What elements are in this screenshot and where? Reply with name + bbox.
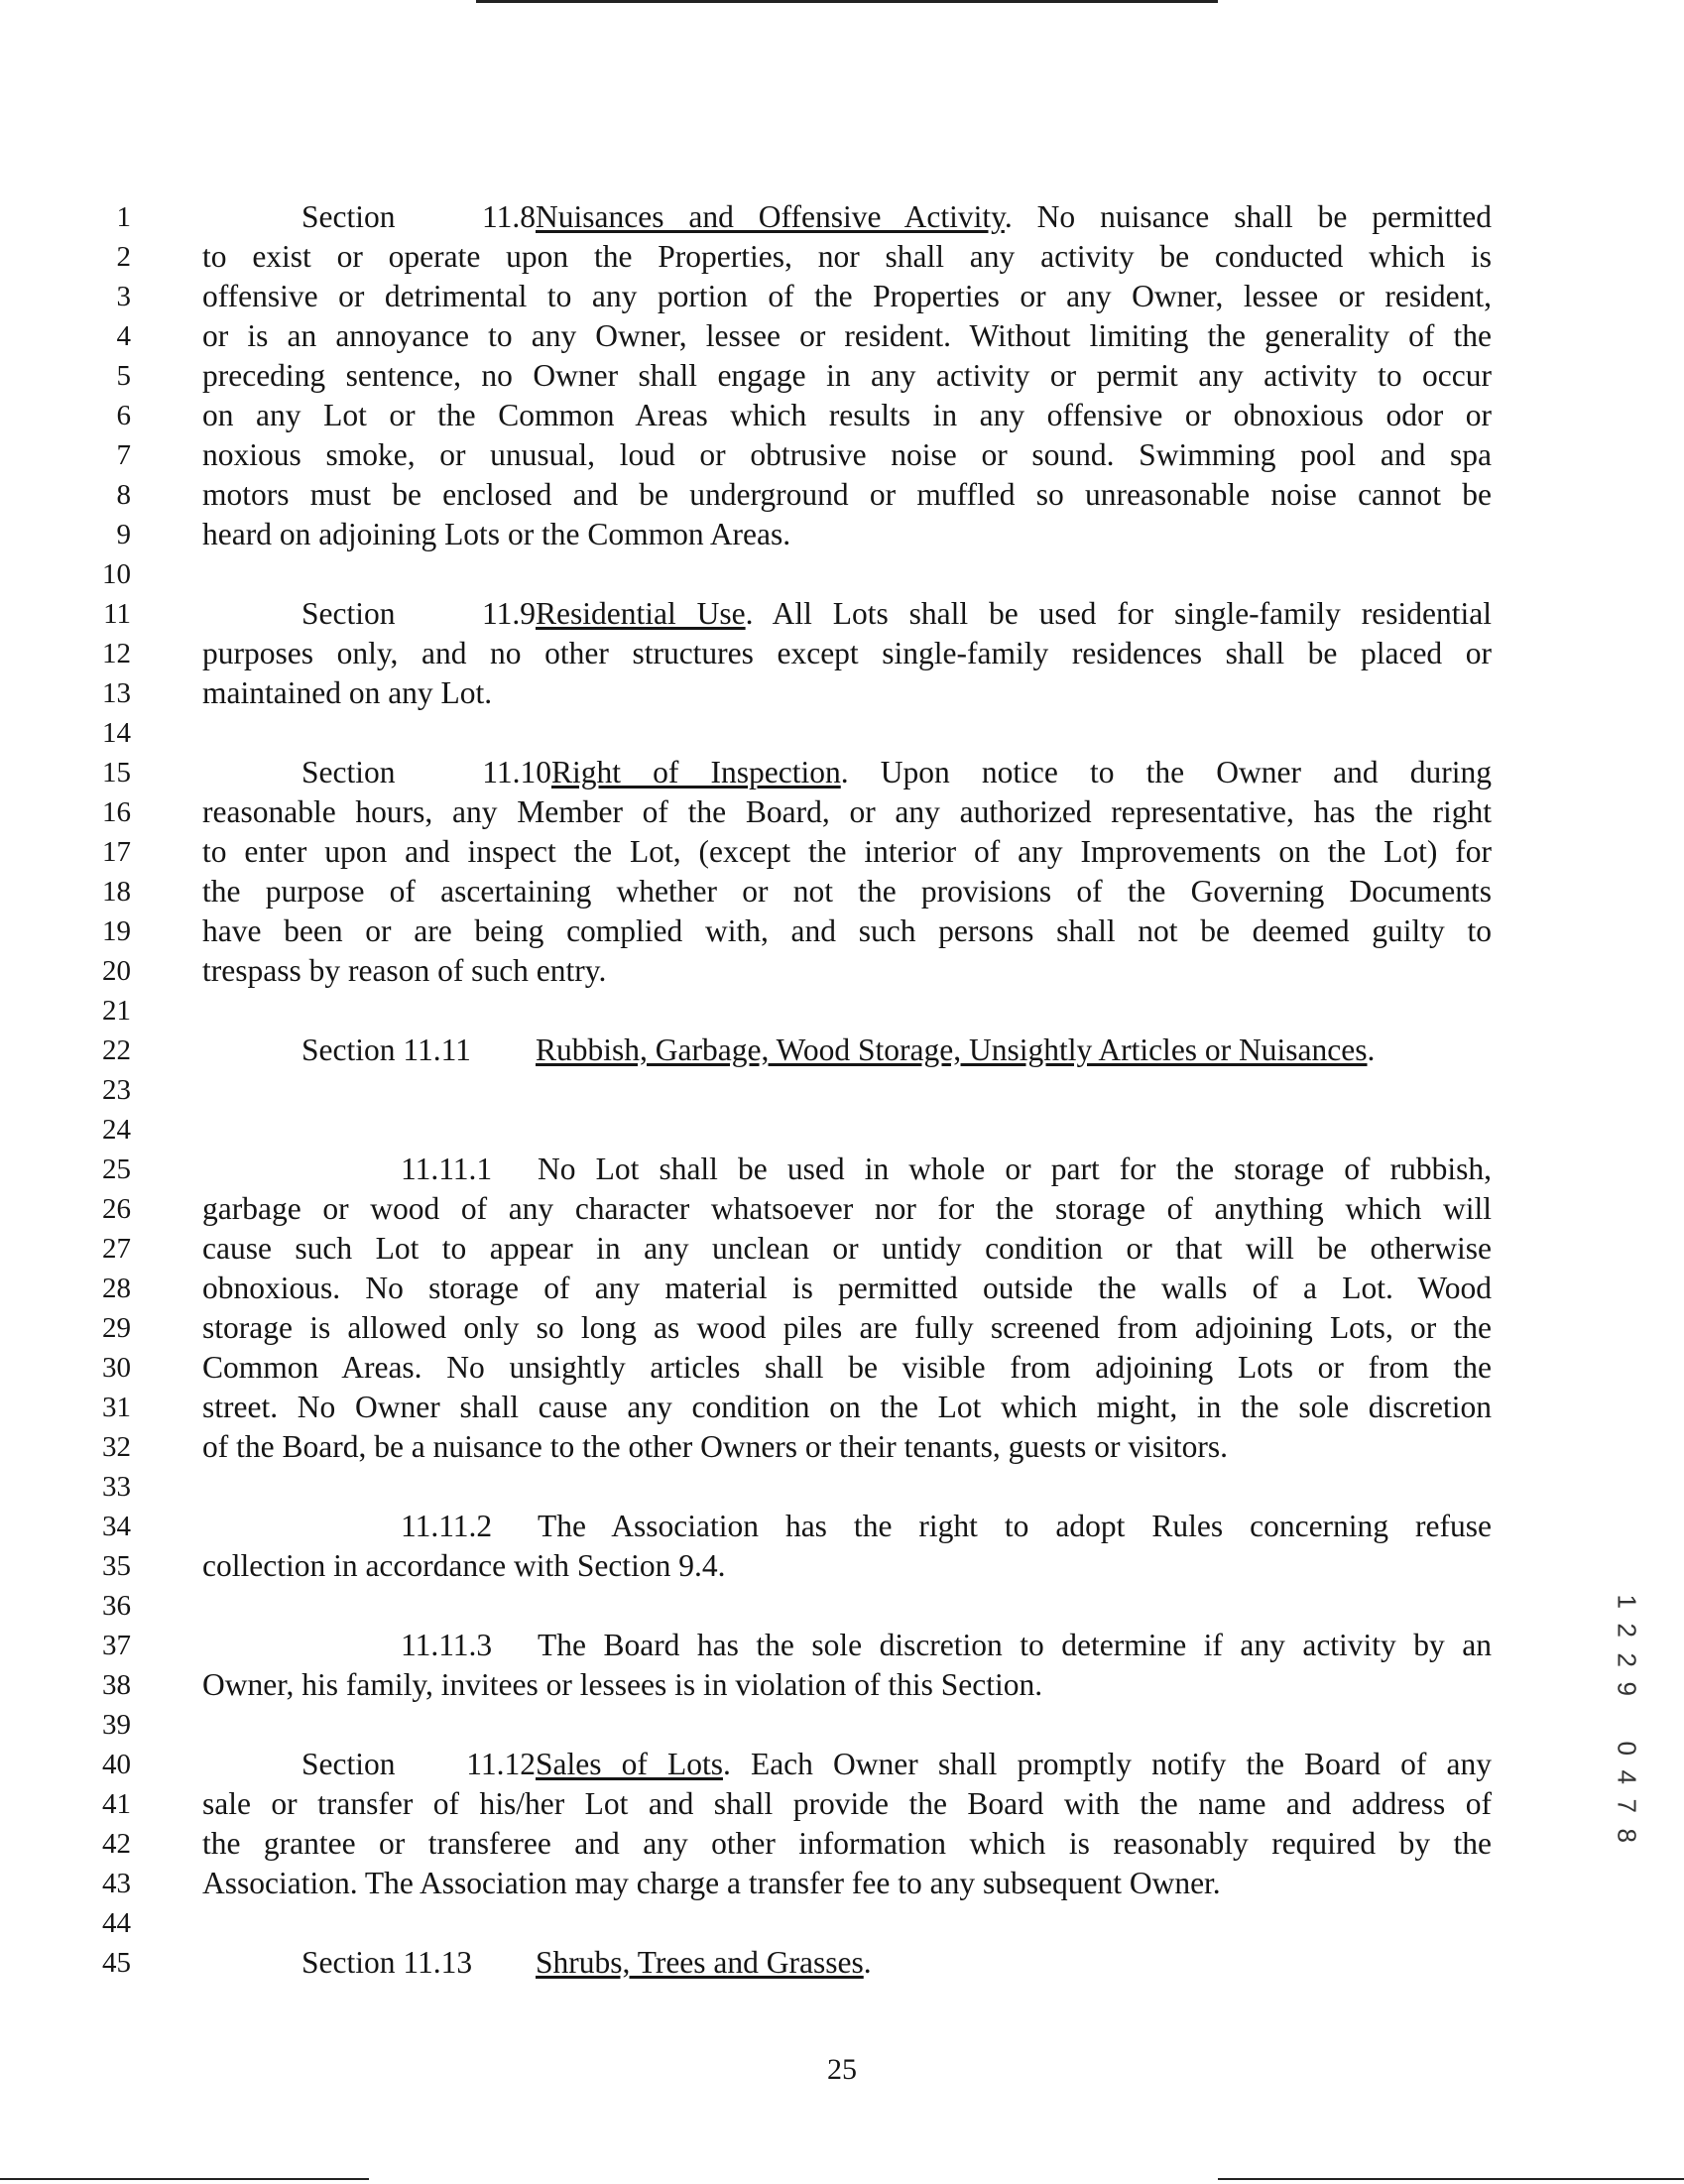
line-number: 7 [116, 439, 131, 471]
margin-recording-stamp [1609, 1587, 1644, 1850]
line-number: 41 [102, 1788, 131, 1820]
line-number: 19 [102, 915, 131, 947]
section-text: have been or are being complied with, and such persons shall not be deemed guilty to [202, 913, 1492, 948]
section-text: Owner, his family, invitees or lessees is in violation of this Section. [202, 1667, 1043, 1702]
section-text: cause such Lot to appear in any unclean or untidy condition or that will be otherwise [202, 1231, 1492, 1266]
subsection-number: 11.11.2 [401, 1509, 493, 1543]
section-title-end: . [863, 1945, 872, 1980]
section-text: . No nuisance shall be permitted [1004, 199, 1492, 234]
line-number: 12 [102, 638, 131, 669]
line-number: 44 [102, 1907, 131, 1939]
section-text: to exist or operate upon the Properties, nor shall any activity be conducted which is [202, 239, 1492, 274]
line-number: 39 [102, 1709, 131, 1741]
bottom-rule-left [0, 2178, 369, 2180]
section-heading-line [301, 1947, 1492, 1979]
line-number: 22 [102, 1034, 131, 1066]
section-text: heard on adjoining Lots or the Common Areas. [202, 517, 791, 551]
line-number: 17 [102, 836, 131, 868]
section-text: . All Lots shall be used for single-family residential [745, 596, 1492, 631]
stamp-digit: 1 [1612, 1594, 1642, 1609]
line-number: 36 [102, 1590, 131, 1622]
section-number: Section 11.11 [301, 1032, 471, 1067]
section-text: . Upon notice to the Owner and during [840, 755, 1492, 789]
line-number: 5 [116, 360, 131, 392]
section-title: Right of Inspection [551, 755, 841, 789]
section-text: maintained on any Lot. [202, 675, 493, 710]
stamp-digit: 2 [1612, 1652, 1642, 1667]
section-title: Sales of Lots [536, 1747, 723, 1781]
section-text: collection in accordance with Section 9.4. [202, 1548, 726, 1583]
stamp-digit: 0 [1612, 1740, 1642, 1756]
subsection-heading-line [401, 1153, 1492, 1185]
subsection-heading-line [401, 1630, 1492, 1661]
line-number: 2 [116, 241, 131, 273]
section-text: . Each Owner shall promptly notify the Board of any [722, 1747, 1492, 1781]
section-text: the purpose of ascertaining whether or not the provisions of the Governing Documents [202, 874, 1492, 909]
line-number: 26 [102, 1193, 131, 1225]
stamp-digit: 8 [1612, 1828, 1642, 1843]
section-text: Association. The Association may charge a transfer fee to any subsequent Owner. [202, 1866, 1221, 1900]
stamp-digit: 4 [1612, 1769, 1642, 1784]
section-text: of the Board, be a nuisance to the other Owners or their tenants, guests or visitors. [202, 1429, 1228, 1464]
line-number: 31 [102, 1392, 131, 1423]
section-heading-line [301, 757, 1492, 789]
line-number: 38 [102, 1669, 131, 1701]
section-number: Section 11.9 [301, 596, 536, 631]
line-number: 32 [102, 1431, 131, 1463]
section-text: obnoxious. No storage of any material is permitted outside the walls of a Lot. Wood [202, 1271, 1492, 1305]
line-number: 45 [102, 1947, 131, 1979]
line-number: 9 [116, 519, 131, 550]
line-number: 15 [102, 757, 131, 789]
line-number: 16 [102, 796, 131, 828]
line-number: 1 [116, 201, 131, 233]
line-number: 25 [102, 1153, 131, 1185]
line-number: 20 [102, 955, 131, 987]
line-number: 40 [102, 1749, 131, 1780]
top-rule [476, 0, 1218, 3]
line-number: 29 [102, 1312, 131, 1344]
section-title: Shrubs, Trees and Grasses [536, 1945, 864, 1980]
section-text: trespass by reason of such entry. [202, 953, 607, 988]
section-heading-line [301, 1034, 1492, 1066]
section-text: The Association has the right to adopt Rules concerning refuse [538, 1509, 1492, 1543]
section-text: purposes only, and no other structures except single-family residences shall be placed or [202, 636, 1492, 670]
section-number: Section 11.13 [301, 1945, 473, 1980]
section-title: Rubbish, Garbage, Wood Storage, Unsightly Articles or Nuisances [536, 1032, 1368, 1067]
line-number: 13 [102, 677, 131, 709]
line-number: 42 [102, 1828, 131, 1860]
section-text: preceding sentence, no Owner shall engage in any activity or permit any activity to occur [202, 358, 1492, 393]
section-number: Section 11.8 [301, 199, 536, 234]
line-number: 4 [116, 320, 131, 352]
line-number: 27 [102, 1233, 131, 1265]
section-number: Section 11.10 [301, 755, 551, 789]
line-number: 37 [102, 1630, 131, 1661]
section-heading-line [301, 598, 1492, 630]
line-number: 43 [102, 1868, 131, 1899]
section-text: No Lot shall be used in whole or part for the storage of rubbish, [538, 1152, 1492, 1186]
section-text: sale or transfer of his/her Lot and shall provide the Board with the name and address of [202, 1786, 1492, 1821]
line-number: 30 [102, 1352, 131, 1384]
line-number: 8 [116, 479, 131, 511]
line-number: 24 [102, 1114, 131, 1146]
subsection-heading-line [401, 1511, 1492, 1542]
line-number: 34 [102, 1511, 131, 1542]
line-number: 18 [102, 876, 131, 908]
section-text: or is an annoyance to any Owner, lessee or resident. Without limiting the generality of the [202, 318, 1492, 353]
section-number: Section 11.12 [301, 1747, 536, 1781]
bottom-rule-right [1218, 2178, 1684, 2180]
section-text: on any Lot or the Common Areas which results in any offensive or obnoxious odor or [202, 398, 1492, 432]
section-text: The Board has the sole discretion to determine if any activity by an [538, 1628, 1492, 1662]
line-number: 14 [102, 717, 131, 749]
section-text: reasonable hours, any Member of the Board, or any authorized representative, has the right [202, 794, 1492, 829]
stamp-digit: 7 [1612, 1798, 1642, 1814]
section-text: Common Areas. No unsightly articles shall be visible from adjoining Lots or from the [202, 1350, 1492, 1385]
page-number: 25 [827, 2053, 857, 2086]
line-number: 11 [103, 598, 131, 630]
line-number: 35 [102, 1550, 131, 1582]
section-heading-line [301, 1749, 1492, 1780]
line-number: 28 [102, 1273, 131, 1304]
section-text: garbage or wood of any character whatsoever nor for the storage of anything which will [202, 1191, 1492, 1226]
stamp-digit: 2 [1612, 1623, 1642, 1638]
subsection-number: 11.11.1 [401, 1152, 493, 1186]
line-number: 33 [102, 1471, 131, 1503]
section-text: street. No Owner shall cause any condition on the Lot which might, in the sole discretion [202, 1390, 1492, 1424]
line-number: 21 [102, 995, 131, 1027]
stamp-gap [1609, 1704, 1644, 1734]
line-number: 23 [102, 1074, 131, 1106]
line-number: 3 [116, 281, 131, 312]
section-text: noxious smoke, or unusual, loud or obtrusive noise or sound. Swimming pool and spa [202, 437, 1492, 472]
section-text: to enter upon and inspect the Lot, (except the interior of any Improvements on the Lot) for [202, 834, 1492, 869]
section-text: the grantee or transferee and any other information which is reasonably required by the [202, 1826, 1492, 1861]
section-text: motors must be enclosed and be underground or muffled so unreasonable noise cannot be [202, 477, 1492, 512]
section-text: storage is allowed only so long as wood piles are fully screened from adjoining Lots, or the [202, 1310, 1492, 1345]
section-text: offensive or detrimental to any portion of the Properties or any Owner, lessee or resident, [202, 279, 1492, 313]
line-number: 6 [116, 400, 131, 431]
stamp-digit: 9 [1612, 1681, 1642, 1697]
section-title: Residential Use [536, 596, 746, 631]
line-number: 10 [102, 558, 131, 590]
section-title: Nuisances and Offensive Activity [536, 199, 1005, 234]
section-title-end: . [1367, 1032, 1376, 1067]
section-heading-line [301, 201, 1492, 233]
subsection-number: 11.11.3 [401, 1628, 493, 1662]
